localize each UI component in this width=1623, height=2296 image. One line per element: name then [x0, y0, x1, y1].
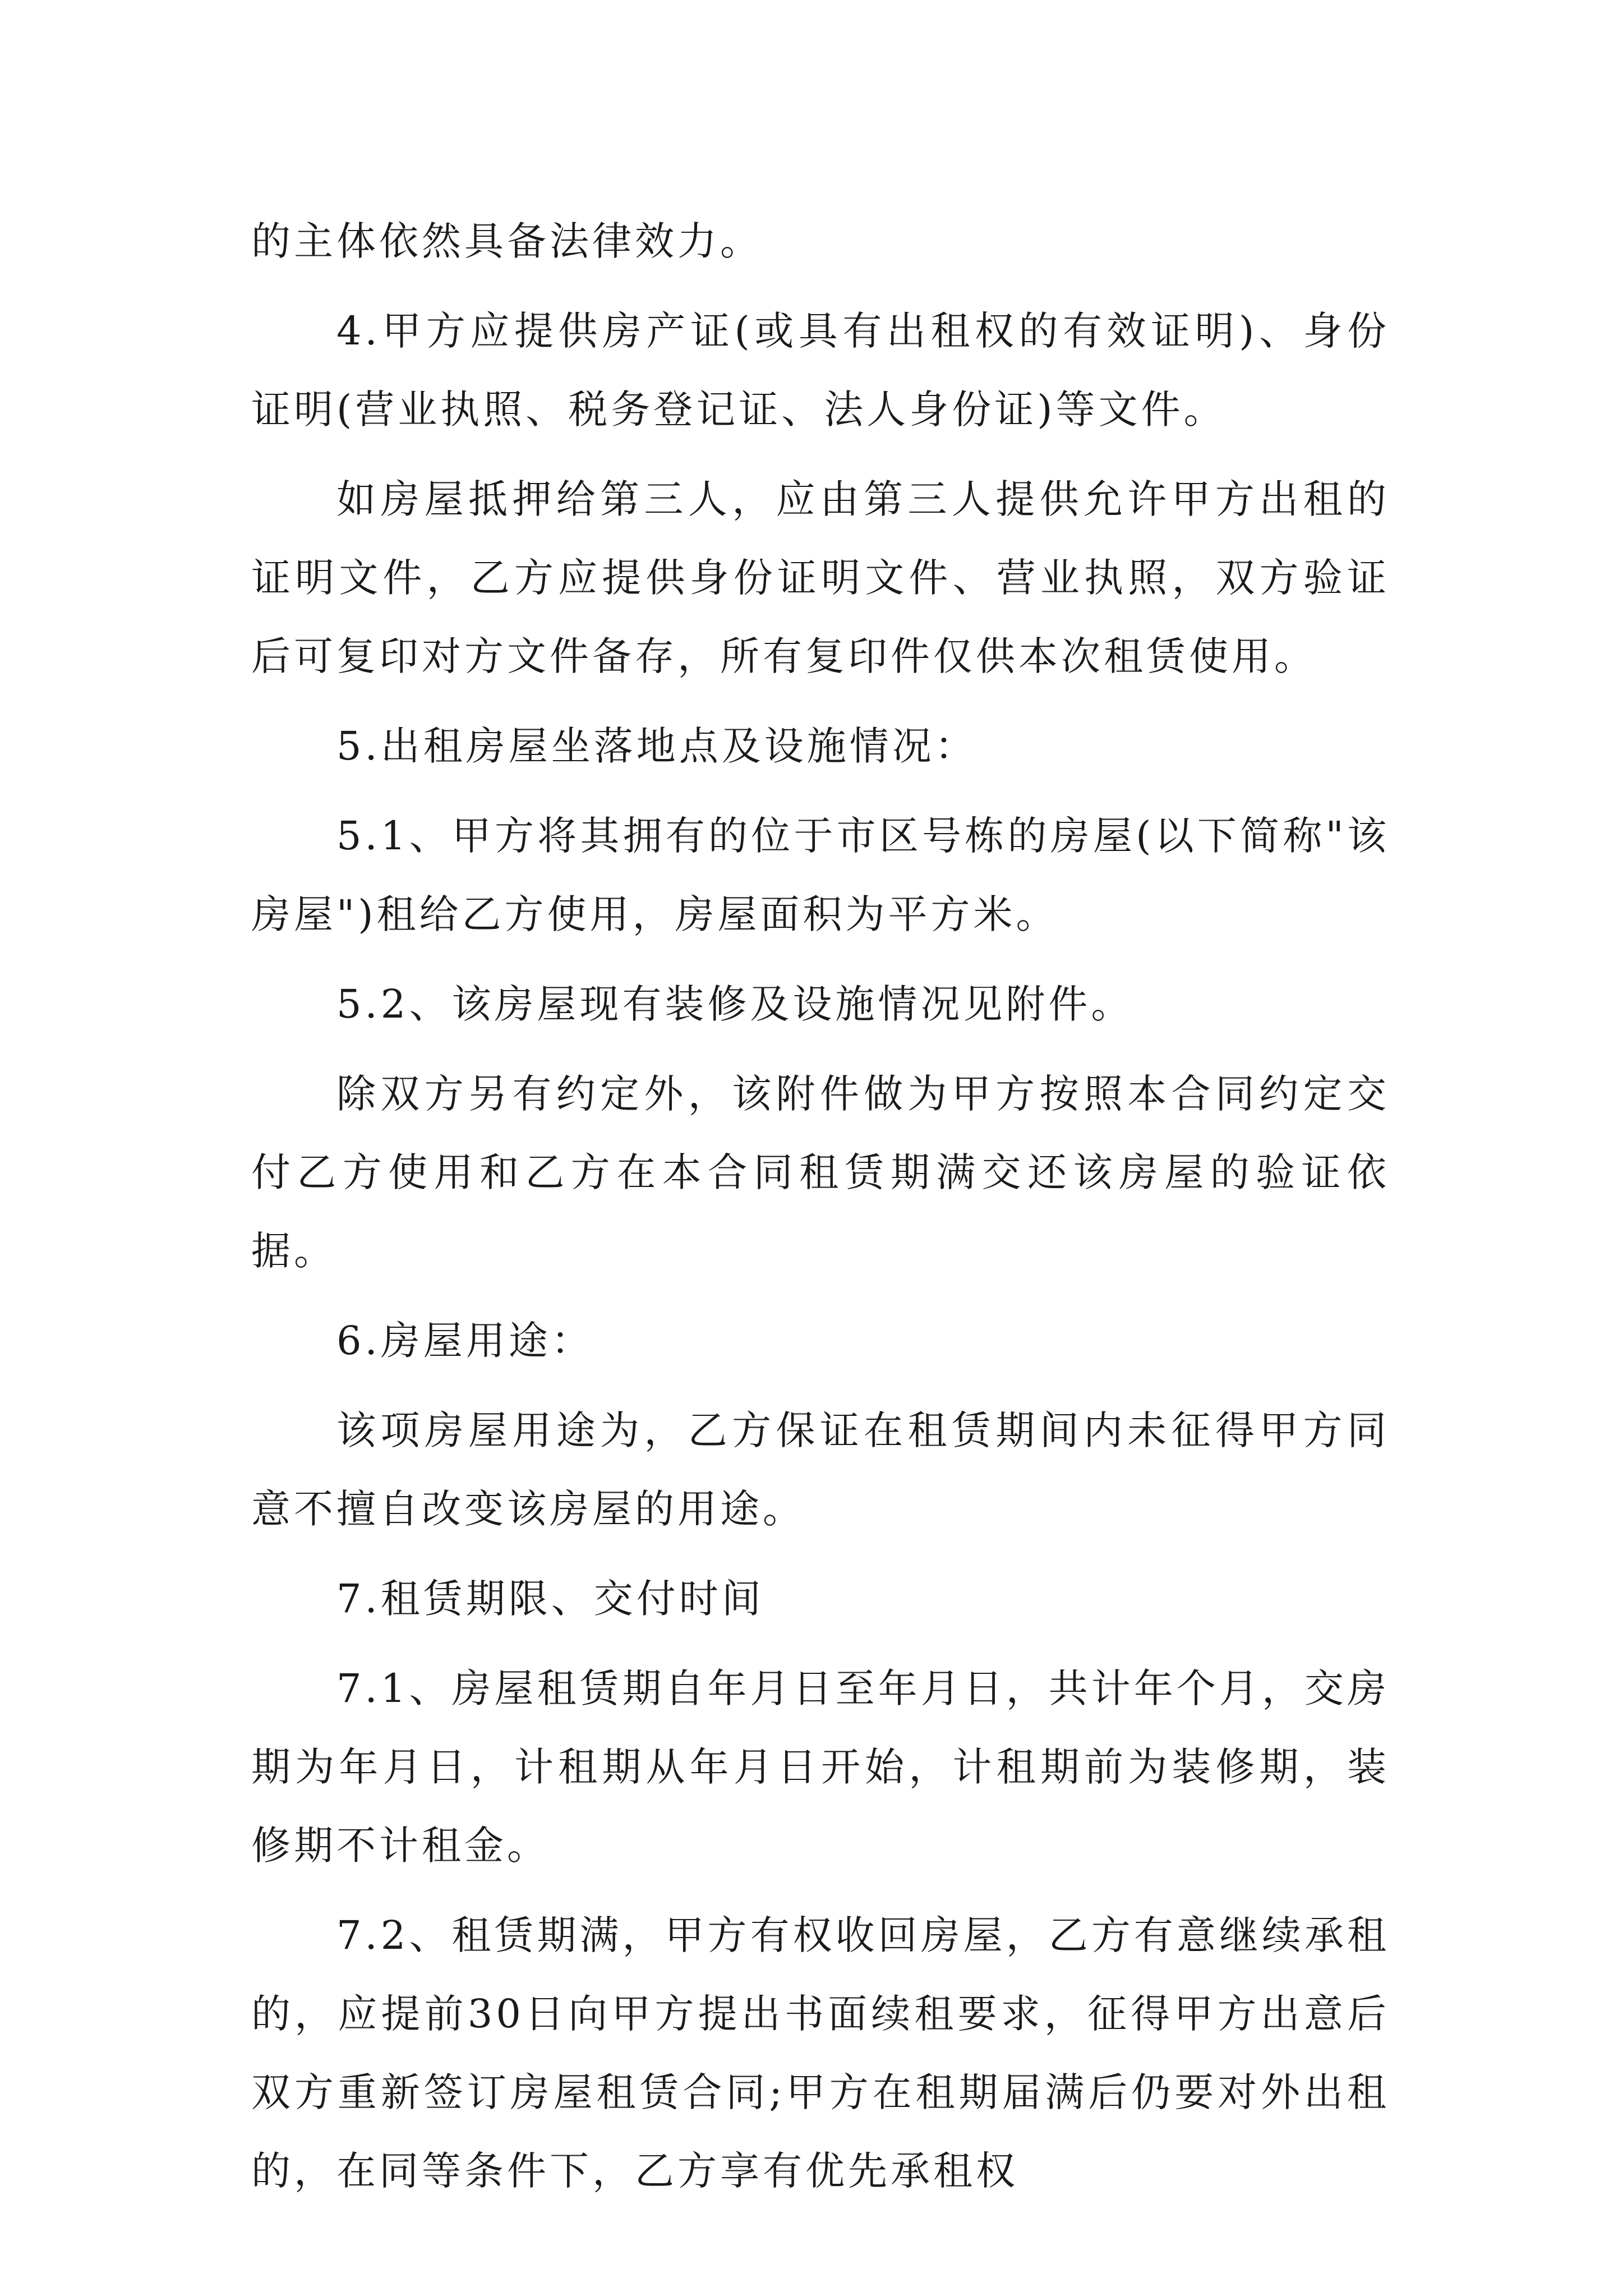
- paragraph-mortgage: 如房屋抵押给第三人，应由第三人提供允许甲方出租的证明文件，乙方应提供身份证明文件、营业执照，双方验证后可复印对方文件备存，所有复印件仅供本次租赁使用。: [251, 476, 1390, 679]
- paragraph-usage: 该项房屋用途为，乙方保证在租赁期间内未征得甲方同意不擅自改变该房屋的用途。: [251, 1407, 1390, 1532]
- paragraph-clause-5-2: 5.2、该房屋现有装修及设施情况见附件。: [336, 981, 1134, 1027]
- paragraph-attachment-note: 除双方另有约定外，该附件做为甲方按照本合同约定交付乙方使用和乙方在本合同租赁期满交还该房屋的验证依据。: [251, 1071, 1390, 1274]
- paragraph-clause-6-heading: 6.房屋用途：: [336, 1318, 594, 1364]
- paragraph-clause-5-heading: 5.出租房屋坐落地点及设施情况：: [336, 723, 978, 769]
- document-body: [251, 202, 1390, 2210]
- paragraph-clause-7-1: 7.1、房屋租赁期自年月日至年月日，共计年个月，交房期为年月日，计租期从年月日开始，计租期前为装修期，装修期不计租金。: [251, 1665, 1390, 1869]
- paragraph-clause-5-1: 5.1、甲方将其拥有的位于市区号栋的房屋(以下简称"该房屋")租给乙方使用，房屋面积为平方米。: [251, 813, 1390, 937]
- paragraph-continuation: 的主体依然具备法律效力。: [251, 218, 763, 264]
- paragraph-clause-7-2: 7.2、租赁期满，甲方有权收回房屋，乙方有意继续承租的，应提前30日向甲方提出书面续租要求，征得甲方出意后双方重新签订房屋租赁合同;甲方在租期届满后仍要对外出租的，在同等条件下，乙方享有优先承租权: [251, 1912, 1390, 2194]
- paragraph-clause-7-heading: 7.租赁期限、交付时间: [336, 1576, 764, 1622]
- paragraph-clause-4: 4.甲方应提供房产证(或具有出租权的有效证明)、身份证明(营业执照、税务登记证、法人身份证)等文件。: [251, 308, 1390, 432]
